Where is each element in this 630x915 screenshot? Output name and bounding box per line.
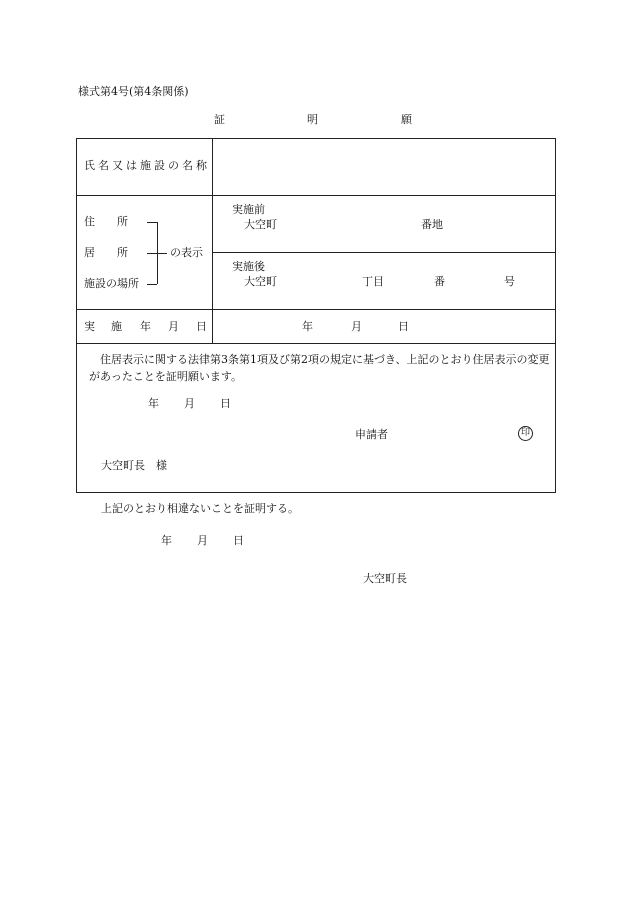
impl-date-label-2: 施 (111, 320, 122, 333)
row-divider (76, 309, 556, 310)
table-border-left (76, 138, 77, 492)
after-go: 号 (504, 275, 515, 288)
title-char-3: 願 (401, 113, 412, 126)
impl-date-label-5: 日 (196, 320, 207, 333)
seal-icon: 印 (518, 426, 533, 441)
certification-statement: 上記のとおり相違ないことを証明する。 (101, 502, 299, 515)
row-divider (212, 252, 556, 253)
impl-date-day: 日 (398, 320, 409, 333)
cert-date-year: 年 (161, 534, 172, 547)
impl-date-label-4: 月 (168, 320, 179, 333)
date-year: 年 (148, 397, 159, 410)
impl-date-label-1: 実 (84, 320, 95, 333)
name-label: 氏名又は施設の名称 (84, 159, 210, 172)
after-chome: 丁目 (362, 275, 384, 288)
before-town: 大空町 (244, 218, 277, 231)
table-border-top (76, 138, 556, 139)
impl-date-label-3: 年 (140, 320, 151, 333)
impl-date-month: 月 (351, 320, 362, 333)
after-label: 実施後 (232, 260, 265, 273)
table-border-bottom (76, 492, 556, 493)
before-label: 実施前 (232, 203, 265, 216)
applicant-label: 申請者 (355, 428, 388, 441)
addr-suffix: の表示 (170, 246, 203, 259)
date-month: 月 (184, 397, 195, 410)
row-divider (76, 195, 556, 196)
statement: 住居表示に関する法律第3条第1項及び第2項の規定に基づき、上記のとおり住居表示の変更があったことを証明願います。 (89, 353, 550, 383)
cert-date-day: 日 (233, 534, 244, 547)
date-day: 日 (220, 397, 231, 410)
row-divider (76, 343, 556, 344)
table-border-right (555, 138, 556, 492)
addr-label-shisetsu: 施設の場所 (84, 277, 139, 290)
after-town: 大空町 (244, 275, 277, 288)
before-banchi: 番地 (421, 218, 443, 231)
after-ban: 番 (434, 275, 445, 288)
issuer: 大空町長 (363, 572, 407, 585)
title-char-2: 明 (307, 113, 318, 126)
addr-label-kyosho: 居 所 (84, 246, 128, 259)
cert-date-month: 月 (197, 534, 208, 547)
impl-date-year: 年 (302, 320, 313, 333)
title-char-1: 証 (214, 113, 225, 126)
addr-label-jusho: 住 所 (84, 215, 128, 228)
column-divider (212, 138, 213, 343)
form-number: 様式第4号(第4条関係) (78, 85, 189, 98)
addressee: 大空町長 様 (101, 459, 167, 472)
